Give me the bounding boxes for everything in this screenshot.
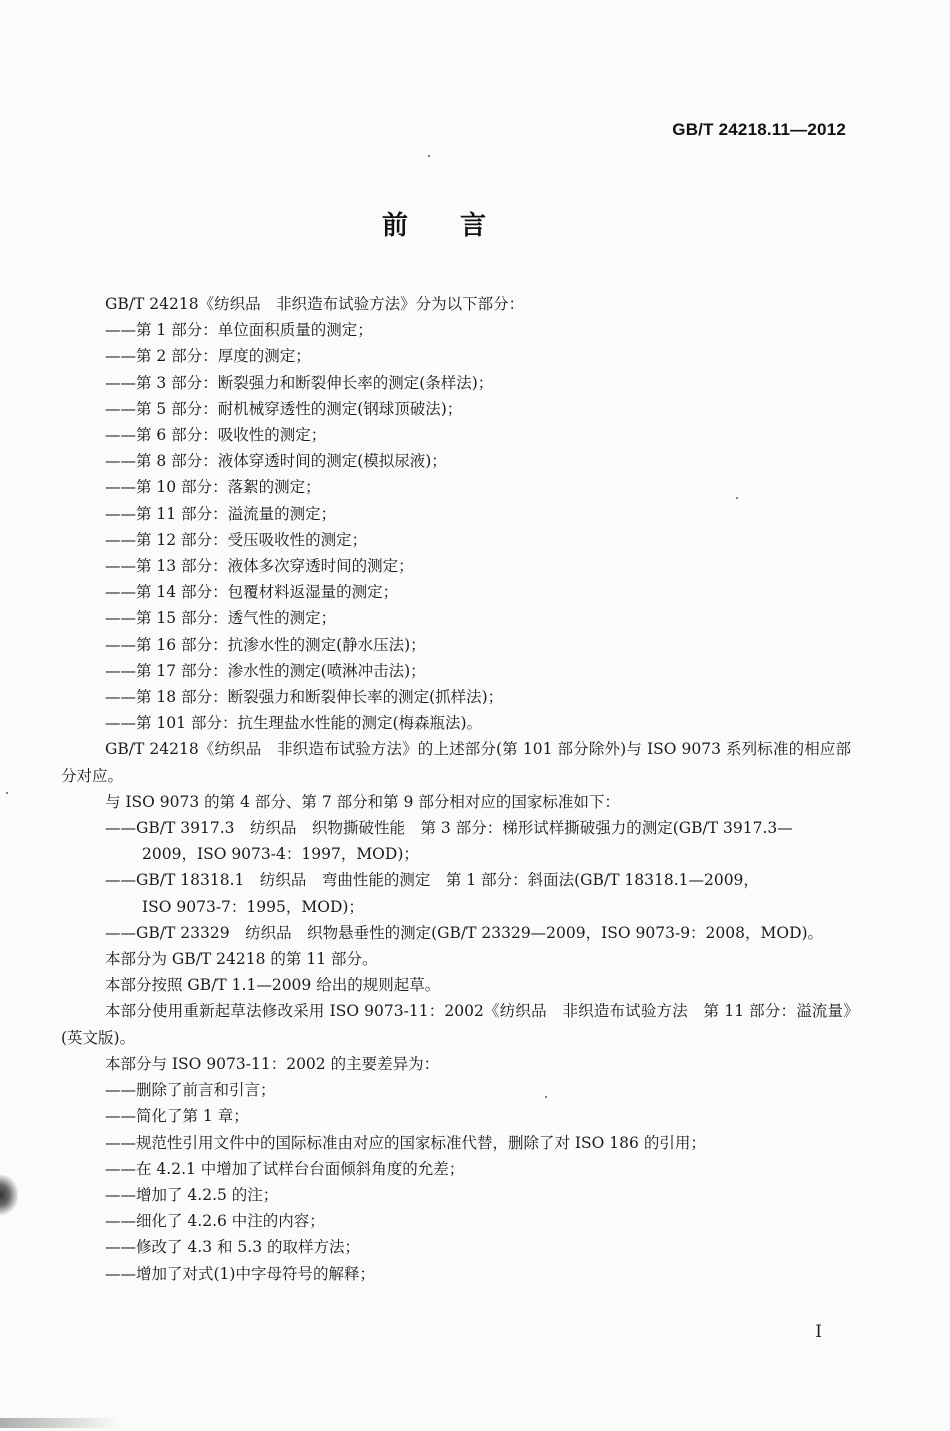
intro-paragraph: GB/T 24218《纺织品 非织造布试验方法》分为以下部分：: [105, 295, 525, 313]
list-item: ——第 5 部分：耐机械穿透性的测定(钢球顶破法)；: [105, 399, 463, 418]
list-item: ——简化了第 1 章；: [105, 1107, 249, 1126]
list-item: ——第 14 部分：包覆材料返湿量的测定；: [105, 583, 399, 602]
list-item: ——在 4.2.1 中增加了试样台台面倾斜角度的允差；: [105, 1159, 465, 1178]
list-item: ——GB/T 23329 纺织品 织物悬垂性的测定(GB/T 23329—2009，ISO 9073-9：2008，MOD)。: [105, 923, 824, 942]
list-item: ——GB/T 3917.3 纺织品 织物撕破性能 第 3 部分：梯形试样撕破强力的测定(GB/T 3917.3—: [105, 819, 793, 838]
adoption-paragraph: 本部分使用重新起草法修改采用 ISO 9073-11：2002《纺织品 非织造布试验方法 第 11 部分：溢流量》(英文版)。: [61, 1002, 851, 1047]
page-title: 前言: [381, 211, 538, 241]
list-item: ——细化了 4.2.6 中注的内容；: [105, 1212, 325, 1231]
national-standards-intro: 与 ISO 9073 的第 4 部分、第 7 部分和第 9 部分相对应的国家标准如下：: [105, 792, 620, 811]
differences-intro: 本部分与 ISO 9073-11：2002 的主要差异为：: [105, 1054, 440, 1073]
list-item: ——第 10 部分：落絮的测定；: [105, 478, 321, 497]
scan-bottom-mark: [0, 1418, 120, 1428]
list-item: ——第 13 部分：液体多次穿透时间的测定；: [105, 557, 414, 576]
foreword-body: [61, 291, 851, 1287]
list-item: ——第 101 部分：抗生理盐水性能的测定(梅森瓶法)。: [105, 714, 483, 733]
list-item: ——增加了 4.2.5 的注；: [105, 1185, 279, 1204]
list-item-continuation: 2009，ISO 9073-4：1997，MOD)；: [142, 845, 419, 864]
list-item: ——第 3 部分：断裂强力和断裂伸长率的测定(条样法)；: [105, 373, 494, 392]
list-item: ——第 2 部分：厚度的测定；: [105, 347, 311, 366]
scan-speck: [545, 1096, 547, 1098]
list-item: ——第 15 部分：透气性的测定；: [105, 609, 337, 628]
list-item: ——第 17 部分：渗水性的测定(喷淋冲击法)；: [105, 661, 426, 680]
scan-edge-mark: [0, 1175, 18, 1215]
list-item: ——修改了 4.3 和 5.3 的取样方法；: [105, 1238, 361, 1257]
scan-speck: [736, 497, 738, 499]
statement-paragraph: 本部分为 GB/T 24218 的第 11 部分。: [105, 950, 378, 969]
standard-code: GB/T 24218.11—2012: [672, 120, 846, 139]
list-item: ——第 8 部分：液体穿透时间的测定(模拟尿液)；: [105, 452, 447, 471]
list-item: ——规范性引用文件中的国际标准由对应的国家标准代替，删除了对 ISO 186 的引用；: [105, 1133, 706, 1152]
correspondence-paragraph: GB/T 24218《纺织品 非织造布试验方法》的上述部分(第 101 部分除外)与 ISO 9073 系列标准的相应部分对应。: [61, 740, 851, 785]
list-item: ——删除了前言和引言；: [105, 1081, 276, 1100]
list-item: ——第 16 部分：抗渗水性的测定(静水压法)；: [105, 635, 426, 654]
list-item: ——第 11 部分：溢流量的测定；: [105, 504, 337, 523]
scan-speck: [6, 792, 8, 794]
list-item: ——第 18 部分：断裂强力和断裂伸长率的测定(抓样法)；: [105, 688, 504, 707]
statement-paragraph: 本部分按照 GB/T 1.1—2009 给出的规则起草。: [105, 976, 441, 995]
list-item: ——GB/T 18318.1 纺织品 弯曲性能的测定 第 1 部分：斜面法(GB/T 18318.1—2009，: [105, 871, 759, 890]
list-item: ——第 1 部分：单位面积质量的测定；: [105, 321, 373, 340]
scan-speck: [428, 155, 430, 157]
list-item-continuation: ISO 9073-7：1995，MOD)；: [142, 897, 364, 916]
list-item: ——第 6 部分：吸收性的测定；: [105, 426, 327, 445]
list-item: ——增加了对式(1)中字母符号的解释；: [105, 1264, 375, 1283]
page-number: I: [815, 1322, 822, 1342]
list-item: ——第 12 部分：受压吸收性的测定；: [105, 530, 368, 549]
